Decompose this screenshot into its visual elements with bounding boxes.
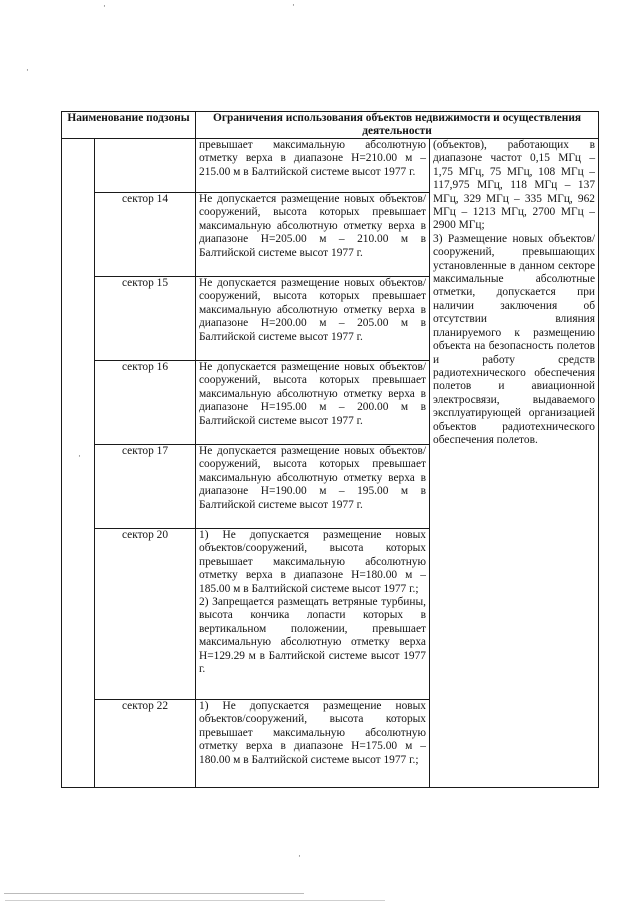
limit-cell: Не допускается размещение новых объектов/сооружений, высота которых превышает максимальную абсолютную отметку верха в диапазоне Н=195.00 м – 200.00 м в Балтийской системе высот 1977 г.	[196, 361, 430, 445]
sector-cell: сектор 15	[95, 277, 196, 361]
header-restrictions: Ограничения использования объектов недвижимости и осуществления деятельности	[196, 112, 599, 139]
scan-speck: ·	[78, 452, 81, 462]
table-header-row	[62, 112, 599, 139]
limit-cell: 1) Не допускается размещение новых объектов/сооружений, высота которых превышает максимальную абсолютную отметку верха в диапазоне Н=175.00 м – 180.00 м в Балтийской системе высот 1977 г.;	[196, 700, 430, 788]
sector-cell: сектор 22	[95, 700, 196, 788]
limit-paragraph: 1) Не допускается размещение новых объектов/сооружений, высота которых превышает максимальную абсолютную отметку верха в диапазоне Н=180.00 м – 185.00 м в Балтийской системе высот 1977 г.;	[199, 529, 426, 595]
sector-cell: сектор 16	[95, 361, 196, 445]
limit-paragraph: 2) Запрещается размещать ветряные турбины, высота кончика лопасти которых в вертикальном положении, превышает максимальную абсолютную отметку верха Н=129.29 м в Балтийской системе высот 1977 г.	[199, 596, 426, 676]
limit-cell: Не допускается размещение новых объектов/сооружений, высота которых превышает максимальную абсолютную отметку верха в диапазоне Н=200.00 м – 205.00 м в Балтийской системе высот 1977 г.	[196, 277, 430, 361]
scan-edge-line	[4, 893, 304, 894]
zone-group-cell	[62, 139, 95, 788]
table-row	[62, 139, 599, 193]
scan-speck: ·	[103, 2, 106, 12]
scan-speck: ·	[26, 66, 29, 76]
header-zone-name: Наименование подзоны	[62, 112, 196, 139]
limit-cell: Не допускается размещение новых объектов/сооружений, высота которых превышает максимальную абсолютную отметку верха в диапазоне Н=190.00 м – 195.00 м в Балтийской системе высот 1977 г.	[196, 445, 430, 529]
scan-speck: ·	[298, 852, 301, 862]
sector-cell: сектор 17	[95, 445, 196, 529]
sector-cell	[95, 139, 196, 193]
scan-speck: ·	[292, 1, 295, 11]
limit-cell: превышает максимальную абсолютную отметку верха в диапазоне Н=210.00 м – 215.00 м в Балтийской системе высот 1977 г.	[196, 139, 430, 193]
limit-cell	[196, 529, 430, 700]
right-column-paragraph: 3) Размещение новых объектов/сооружений, превышающих установленные в данном секторе максимальные абсолютные отметки, допускается при наличии заключения об отсутствии влияния планируемого к размещению объекта на безопасность полетов и работу средств радиотехнического обеспечения полетов и авиационной электросвязи, выдаваемого эксплуатирующей организацией объектов радиотехнического обеспечения полетов.	[433, 232, 596, 446]
sector-cell: сектор 20	[95, 529, 196, 700]
scan-edge-line	[5, 900, 385, 901]
sector-cell: сектор 14	[95, 193, 196, 277]
right-column-paragraph: (объектов), работающих в диапазоне частот 0,15 МГц – 1,75 МГц, 75 МГц, 108 МГц – 117,975 МГц, 118 МГц – 137 МГц, 329 МГц – 335 МГц, 962 МГц – 1213 МГц, 2700 МГц – 2900 МГц;	[433, 139, 596, 232]
restrictions-table	[61, 111, 599, 788]
limit-cell: Не допускается размещение новых объектов/сооружений, высота которых превышает максимальную абсолютную отметку верха в диапазоне Н=205.00 м – 210.00 м в Балтийской системе высот 1977 г.	[196, 193, 430, 277]
right-column-cell	[430, 139, 599, 788]
